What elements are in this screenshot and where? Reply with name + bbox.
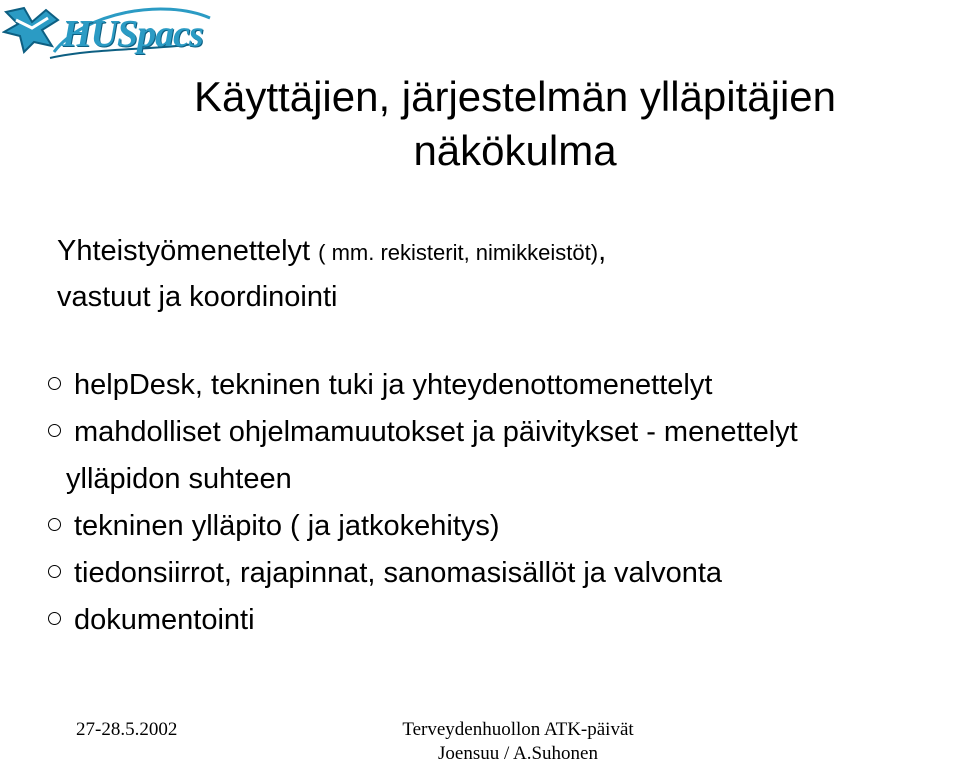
logo-text: HUSpacs	[62, 13, 203, 55]
list-item-continuation: ylläpidon suhteen	[66, 463, 292, 495]
huspacs-logo	[0, 0, 230, 66]
intro-main: Yhteistyömenettelyt	[57, 235, 311, 267]
list-item	[40, 362, 798, 409]
footer-place: Joensuu / A.Suhonen	[438, 743, 598, 764]
footer-event-name: Terveydenhuollon ATK-päivät	[402, 719, 634, 740]
slide-title	[60, 70, 960, 178]
list-item-text: mahdolliset ohjelmamuutokset ja päivitykset - menettelyt	[74, 416, 798, 448]
list-item-text: tiedonsiirrot, rajapinnat, sanomasisällöt ja valvonta	[74, 557, 723, 589]
intro-paren: ( mm. rekisterit, nimikkeistöt)	[318, 240, 599, 265]
bullet-icon	[48, 424, 61, 437]
bullet-icon	[48, 518, 61, 531]
footer-date: 27-28.5.2002	[76, 719, 178, 740]
bullet-icon	[48, 565, 61, 578]
list-item	[40, 503, 798, 550]
bullet-icon	[48, 377, 61, 390]
bullet-list	[40, 362, 798, 644]
intro-text	[57, 229, 606, 319]
footer-event	[386, 718, 650, 766]
intro-line-2: vastuut ja koordinointi	[57, 281, 338, 313]
list-item-text: tekninen ylläpito ( ja jatkokehitys)	[74, 510, 500, 542]
title-line-1: Käyttäjien, järjestelmän ylläpitäjien	[194, 73, 836, 120]
bullet-icon	[48, 612, 61, 625]
list-item	[40, 409, 798, 456]
intro-comma: ,	[598, 235, 607, 267]
list-item-text: dokumentointi	[74, 604, 255, 636]
list-item	[40, 597, 798, 644]
title-line-2: näkökulma	[413, 127, 617, 174]
list-item-text: helpDesk, tekninen tuki ja yhteydenottomenettelyt	[74, 369, 713, 401]
list-item	[40, 550, 798, 597]
